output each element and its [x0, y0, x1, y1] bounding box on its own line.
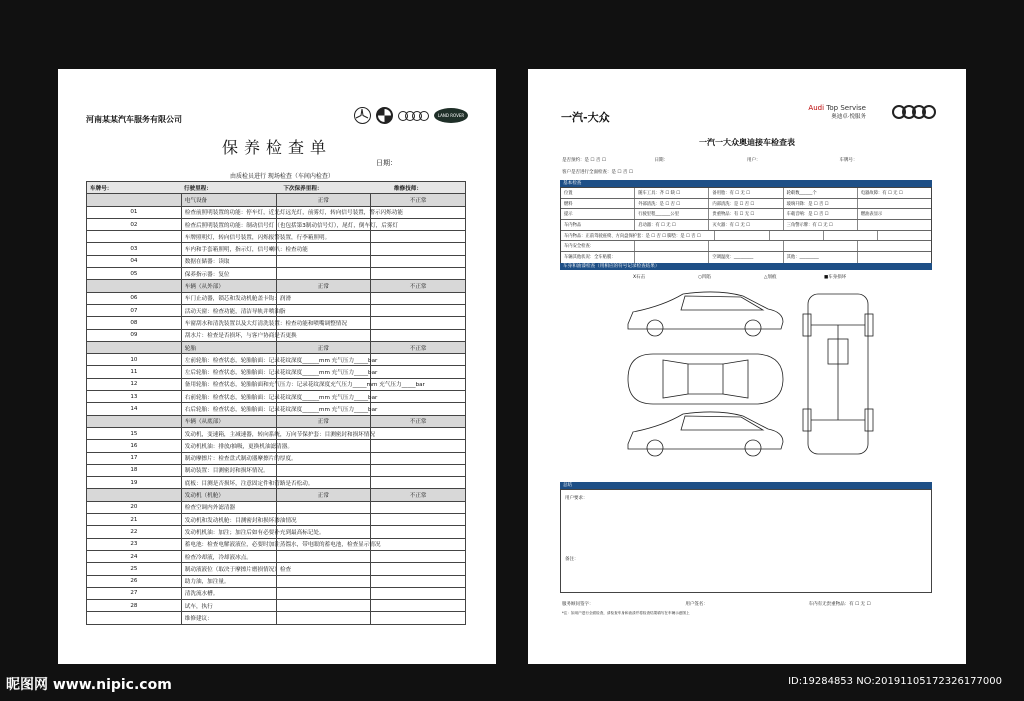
grid-cell: 三角警示牌：有 ☐ 无 ☐ — [784, 220, 858, 230]
item-number: 14 — [87, 403, 182, 415]
grid-cell — [858, 241, 931, 251]
bad-cell[interactable] — [371, 477, 466, 489]
bad-cell[interactable] — [371, 600, 466, 612]
table-row — [87, 231, 466, 243]
legend-dent: ○凹陷 — [698, 275, 711, 280]
valuables-field: 车内有无贵重物品：有 ☐ 无 ☐ — [808, 602, 871, 607]
date-field: 日期： — [654, 158, 668, 163]
table-row — [87, 612, 466, 624]
bmw-logo-icon — [376, 107, 393, 124]
table-row — [87, 255, 466, 267]
chassis-view-icon — [803, 294, 873, 454]
bad-cell[interactable] — [371, 354, 466, 366]
bad-cell[interactable] — [371, 514, 466, 526]
section-label: 电气设备 — [181, 194, 276, 206]
bad-cell[interactable] — [371, 231, 466, 243]
advisor-signature: 服务顾问签字： — [562, 602, 594, 607]
grid-cell — [878, 231, 931, 241]
item-number: 07 — [87, 304, 182, 316]
table-row — [87, 403, 466, 415]
table-row — [87, 563, 466, 575]
ok-header: 正常 — [276, 415, 371, 427]
list-item — [561, 231, 931, 242]
ok-header: 正常 — [276, 341, 371, 353]
item-label: 维修建议： — [181, 612, 276, 624]
ok-cell[interactable] — [276, 255, 371, 267]
item-number: 22 — [87, 526, 182, 538]
item-label: 检查后照明装置的功能：制动信号灯（也包括第3制动信号灯），尾灯，倒车灯，后雾灯 — [181, 218, 276, 230]
table-row — [87, 464, 466, 476]
item-label: 检查冷却液，冷却液冰点。 — [181, 550, 276, 562]
section-row — [87, 341, 466, 353]
bad-header: 不正常 — [371, 194, 466, 206]
ok-cell[interactable] — [276, 612, 371, 624]
reception-title: 一汽一大众奥迪接车检查表 — [699, 138, 795, 147]
bad-cell[interactable] — [371, 391, 466, 403]
table-row — [87, 317, 466, 329]
bad-cell[interactable] — [371, 440, 466, 452]
table-row — [87, 575, 466, 587]
brand-logos — [354, 107, 468, 124]
info-line-2 — [562, 169, 932, 175]
table-row — [87, 304, 466, 316]
plate-field: 车牌号： — [839, 158, 858, 163]
table-row — [87, 440, 466, 452]
plate-label: 车牌号： — [90, 185, 113, 192]
ok-header: 正常 — [276, 194, 371, 206]
ok-header: 正常 — [276, 489, 371, 501]
bad-cell[interactable] — [371, 329, 466, 341]
grid-cell — [715, 231, 769, 241]
item-number: 08 — [87, 317, 182, 329]
date-label: 日期： — [376, 159, 397, 167]
table-row — [87, 354, 466, 366]
bad-cell[interactable] — [371, 403, 466, 415]
grid-cell: 车内安全检查： — [561, 241, 635, 251]
item-label: 制动液液位（取决于摩擦片磨损情况）检查 — [181, 563, 276, 575]
section-row — [87, 194, 466, 206]
grid-cell — [824, 231, 878, 241]
item-number: 18 — [87, 464, 182, 476]
grid-cell: 贵重物品：有 ☐ 无 ☐ — [709, 209, 783, 219]
table-row — [87, 329, 466, 341]
header-row — [87, 182, 466, 194]
car-top-view-icon — [628, 354, 783, 404]
section-label: 发动机（机舱） — [181, 489, 276, 501]
table-row — [87, 391, 466, 403]
audi-word: Audi — [808, 104, 825, 112]
item-number — [87, 231, 182, 243]
grid-cell — [858, 220, 931, 230]
list-item — [561, 241, 931, 252]
item-number: 01 — [87, 206, 182, 218]
bad-cell[interactable] — [371, 538, 466, 550]
mercedes-logo-icon — [354, 107, 371, 124]
summary-bar: 总结 — [560, 482, 932, 489]
item-number: 03 — [87, 243, 182, 255]
table-row — [87, 268, 466, 280]
table-row — [87, 427, 466, 439]
item-label: 底板：目测是否损坏，注意固定件和管路是否松动。 — [181, 477, 276, 489]
item-label: 右前轮胎：检查状态，轮胎胎面：记录花纹深度______mm 充气压力_____bar — [181, 391, 276, 403]
body-check-bar: 车身和油漆检查（用相应的符号记录检查结果） — [560, 263, 932, 270]
grid-cell: 燃油表显示 — [860, 212, 883, 218]
item-label: 检查空调内外滤清器 — [181, 501, 276, 513]
bad-cell[interactable] — [371, 243, 466, 255]
maintenance-check-sheet — [58, 69, 496, 664]
bad-cell[interactable] — [371, 501, 466, 513]
grid-cell: 轮毂数______个 — [784, 188, 858, 198]
legend-scratch: △划痕 — [764, 275, 777, 280]
grid-cell — [709, 241, 783, 251]
table-row — [87, 452, 466, 464]
table-row — [87, 550, 466, 562]
item-label: 发动机和发动机舱：目测密封和损坏渗油情况 — [181, 514, 276, 526]
grid-cell: 位置 — [561, 188, 635, 198]
audi-top-service — [808, 104, 866, 120]
item-number: 19 — [87, 477, 182, 489]
bad-header: 不正常 — [371, 415, 466, 427]
item-label: 左后轮胎：检查状态，轮胎胎面：记录花纹深度______mm 充气压力_____bar — [181, 366, 276, 378]
item-label: 发动机机油：排放/抽吸，更换机油滤清器。 — [181, 440, 276, 452]
section-label: 轮胎 — [181, 341, 276, 353]
grid-cell: 随车工具：齐 ☐ 缺 ☐ — [635, 188, 709, 198]
basic-check-bar: 基本检查 — [560, 180, 932, 187]
list-item — [561, 252, 931, 263]
grid-cell: 提示 — [561, 209, 635, 219]
item-label: 刮水片：检查是否损坏，与客户协商是否更换 — [181, 329, 276, 341]
grid-cell: 空调温度：_________ — [709, 252, 783, 263]
bad-cell[interactable] — [371, 452, 466, 464]
item-label: 车门止动器，锁芯和发动机舱盖卡钩：润滑 — [181, 292, 276, 304]
bad-cell[interactable] — [371, 587, 466, 599]
footnote: *注：如用户进行全面检查，请检查车身和油漆并将检查结果填写在车辆示意图上 — [562, 611, 690, 615]
item-number: 28 — [87, 600, 182, 612]
item-number: 11 — [87, 366, 182, 378]
sheet-title: 保养检查单 — [221, 138, 332, 157]
item-number: 12 — [87, 378, 182, 390]
item-label: 右后轮胎：检查状态，轮胎胎面：记录花纹深度______mm 充气压力_____bar — [181, 403, 276, 415]
grid-cell: 车内物品 — [561, 220, 635, 230]
item-number: 24 — [87, 550, 182, 562]
item-label: 车牌照明灯，转向信号装置，闪烁报警装置，行李箱照明。 — [181, 231, 276, 243]
ok-cell[interactable] — [276, 304, 371, 316]
item-label: 备用轮胎：检查状态，轮胎胎面和充气压力：记录花纹深度充气压力_____mm 充气压力_____bar — [181, 378, 276, 390]
customer-request-label: 用户要求： — [565, 496, 588, 501]
item-label: 保养指示器：复位 — [181, 268, 276, 280]
item-number: 23 — [87, 538, 182, 550]
table-row — [87, 366, 466, 378]
table-row — [87, 292, 466, 304]
item-label: 检查前照明装置的功能：停车灯，近光灯远光灯，前雾灯，转向信号装置，警示闪烁功能 — [181, 206, 276, 218]
bad-cell[interactable] — [371, 317, 466, 329]
full-check-field: 客户是否进行全面检查：是 ☐ 否 ☐ — [562, 170, 633, 175]
grid-cell: 车内物品：正前驾驶座椅、方向盘保护套：是 ☐ 否 ☐ 脚垫：是 ☐ 否 ☐ — [561, 231, 715, 241]
section-label: 车辆（从外部） — [181, 280, 276, 292]
technician-label: 维修技师： — [394, 185, 422, 192]
grid-cell: 外部清洗：是 ☐ 否 ☐ — [635, 199, 709, 209]
bad-cell[interactable] — [371, 612, 466, 624]
section-row — [87, 415, 466, 427]
summary-box — [560, 489, 932, 593]
item-label: 制动摩擦片：检查盘式制动器摩擦片的厚度。 — [181, 452, 276, 464]
ok-header: 正常 — [276, 280, 371, 292]
audi-service-chinese: 奥迪卓·悦服务 — [831, 114, 866, 120]
bad-cell[interactable] — [371, 366, 466, 378]
vehicle-reception-sheet — [528, 69, 966, 664]
ok-cell[interactable] — [276, 464, 371, 476]
signature-line — [562, 601, 932, 607]
bad-header: 不正常 — [371, 489, 466, 501]
item-label: 发动机，变速箱，主减速器，转向系统，万向节保护套：目测密封和损坏情况 — [181, 427, 276, 439]
item-number: 27 — [87, 587, 182, 599]
site-watermark: 昵图网 www.nipic.com — [6, 677, 172, 693]
list-item — [561, 220, 931, 231]
company-name: 河南某某汽车服务有限公司 — [86, 115, 182, 124]
grid-cell: 备用胎：有 ☐ 无 ☐ — [709, 188, 783, 198]
item-label: 试车，执行 — [181, 600, 276, 612]
item-number: 02 — [87, 218, 182, 230]
table-row — [87, 206, 466, 218]
item-label: 发动机机油：加注；加注后如有必要补充到最高标记处。 — [181, 526, 276, 538]
legend-damage: ■车身损坏 — [824, 275, 847, 280]
section-row — [87, 489, 466, 501]
bad-cell[interactable] — [371, 427, 466, 439]
grid-cell: 电器故障：有 ☐ 无 ☐ — [860, 190, 903, 196]
item-number: 26 — [87, 575, 182, 587]
table-row — [87, 378, 466, 390]
item-label: 车窗刮水和清洗装置以及大灯清洗装置：检查功能和喷嘴调整情况 — [181, 317, 276, 329]
item-number: 25 — [87, 563, 182, 575]
grid-cell — [635, 252, 709, 263]
bad-header: 不正常 — [371, 280, 466, 292]
grid-cell: 内部清洗：是 ☐ 否 ☐ — [709, 199, 783, 209]
item-label: 左前轮胎：检查状态，轮胎胎面：记录花纹深度______mm 充气压力_____bar — [181, 354, 276, 366]
list-item — [561, 199, 931, 210]
item-number: 05 — [87, 268, 182, 280]
item-number: 10 — [87, 354, 182, 366]
ok-cell[interactable] — [276, 600, 371, 612]
bad-cell[interactable] — [371, 464, 466, 476]
item-number: 21 — [87, 514, 182, 526]
appointment-field: 是否预约：是 ☐ 否 ☐ — [562, 158, 606, 163]
grid-cell: 灭火器：有 ☐ 无 ☐ — [709, 220, 783, 230]
table-row — [87, 501, 466, 513]
faw-vw-logo: 一汽-大众 — [561, 111, 610, 124]
item-label: 活动天窗：检查功能，清洁导轨并喷油脂 — [181, 304, 276, 316]
item-number: 16 — [87, 440, 182, 452]
item-label: 助力油，加注量。 — [181, 575, 276, 587]
item-number: 06 — [87, 292, 182, 304]
legend-stone: X石击 — [633, 275, 646, 280]
table-row — [87, 243, 466, 255]
item-label: 数据在储器：读取 — [181, 255, 276, 267]
id-watermark: ID:19284853 NO:20191105172326177000 — [788, 676, 1002, 687]
grid-cell — [784, 241, 858, 251]
info-line-1 — [562, 157, 932, 163]
mileage-label: 行驶里程： — [183, 185, 212, 192]
user-signature: 用户签名： — [685, 602, 708, 607]
item-label: 清洗流水槽。 — [181, 587, 276, 599]
grid-cell — [770, 231, 824, 241]
grid-cell: 其他：_________ — [784, 252, 858, 263]
bad-cell[interactable] — [371, 292, 466, 304]
item-number: 09 — [87, 329, 182, 341]
ok-cell[interactable] — [276, 575, 371, 587]
item-number: 04 — [87, 255, 182, 267]
item-number: 20 — [87, 501, 182, 513]
ok-cell[interactable] — [276, 550, 371, 562]
item-number — [87, 612, 182, 624]
grid-cell: 启动器：有 ☐ 无 ☐ — [635, 220, 709, 230]
audi-logo-icon — [892, 105, 936, 119]
grid-cell — [858, 199, 931, 209]
section-label: 车辆（从底部） — [181, 415, 276, 427]
section-row — [87, 280, 466, 292]
grid-cell: 玻璃升降：是 ☐ 否 ☐ — [784, 199, 858, 209]
item-label: 车内和手套箱照明，指示灯，信号喇叭：检查功能 — [181, 243, 276, 255]
bad-cell[interactable] — [371, 304, 466, 316]
inspection-subtitle: 由质检员进行 现场检查（车间内检查） — [230, 173, 334, 180]
grid-cell — [635, 241, 709, 251]
table-row — [87, 514, 466, 526]
table-row — [87, 587, 466, 599]
car-diagram — [623, 284, 883, 484]
grid-cell: 燃料 — [561, 199, 635, 209]
bad-cell[interactable] — [371, 563, 466, 575]
grid-cell: 车辆其他状况：全车贴膜： — [561, 252, 635, 263]
checklist-table — [86, 181, 466, 625]
item-label: 蓄电池：检查电解液液位，必要时加注蒸馏水，带电眼的蓄电池，检查显示情况 — [181, 538, 276, 550]
bad-cell[interactable] — [371, 550, 466, 562]
bad-cell[interactable] — [371, 268, 466, 280]
audi-rings-icon — [398, 111, 429, 121]
grid-cell: 行驶里程_______公里 — [635, 209, 709, 219]
ok-cell[interactable] — [276, 268, 371, 280]
item-number: 17 — [87, 452, 182, 464]
bad-cell[interactable] — [371, 526, 466, 538]
table-row — [87, 477, 466, 489]
table-row — [87, 218, 466, 230]
list-item — [561, 188, 931, 199]
table-row — [87, 600, 466, 612]
bad-cell[interactable] — [371, 575, 466, 587]
list-item — [561, 209, 931, 220]
ok-cell[interactable] — [276, 587, 371, 599]
table-row — [87, 526, 466, 538]
item-number: 13 — [87, 391, 182, 403]
basic-check-grid — [560, 187, 932, 264]
top-servise-word: Top Servise — [826, 104, 866, 112]
table-row — [87, 538, 466, 550]
bad-cell[interactable] — [371, 255, 466, 267]
land-rover-logo-icon: LAND ROVER — [434, 108, 468, 123]
grid-cell — [858, 252, 931, 263]
note-label: 备注： — [565, 557, 579, 562]
next-service-label: 下次保养里程： — [283, 185, 323, 192]
item-number: 15 — [87, 427, 182, 439]
bad-header: 不正常 — [371, 341, 466, 353]
user-field: 用户： — [747, 158, 761, 163]
ok-cell[interactable] — [276, 501, 371, 513]
grid-cell: 车载音响：是 ☐ 否 ☐ — [784, 209, 858, 219]
item-label: 制动装置：目测密封和损坏情况。 — [181, 464, 276, 476]
